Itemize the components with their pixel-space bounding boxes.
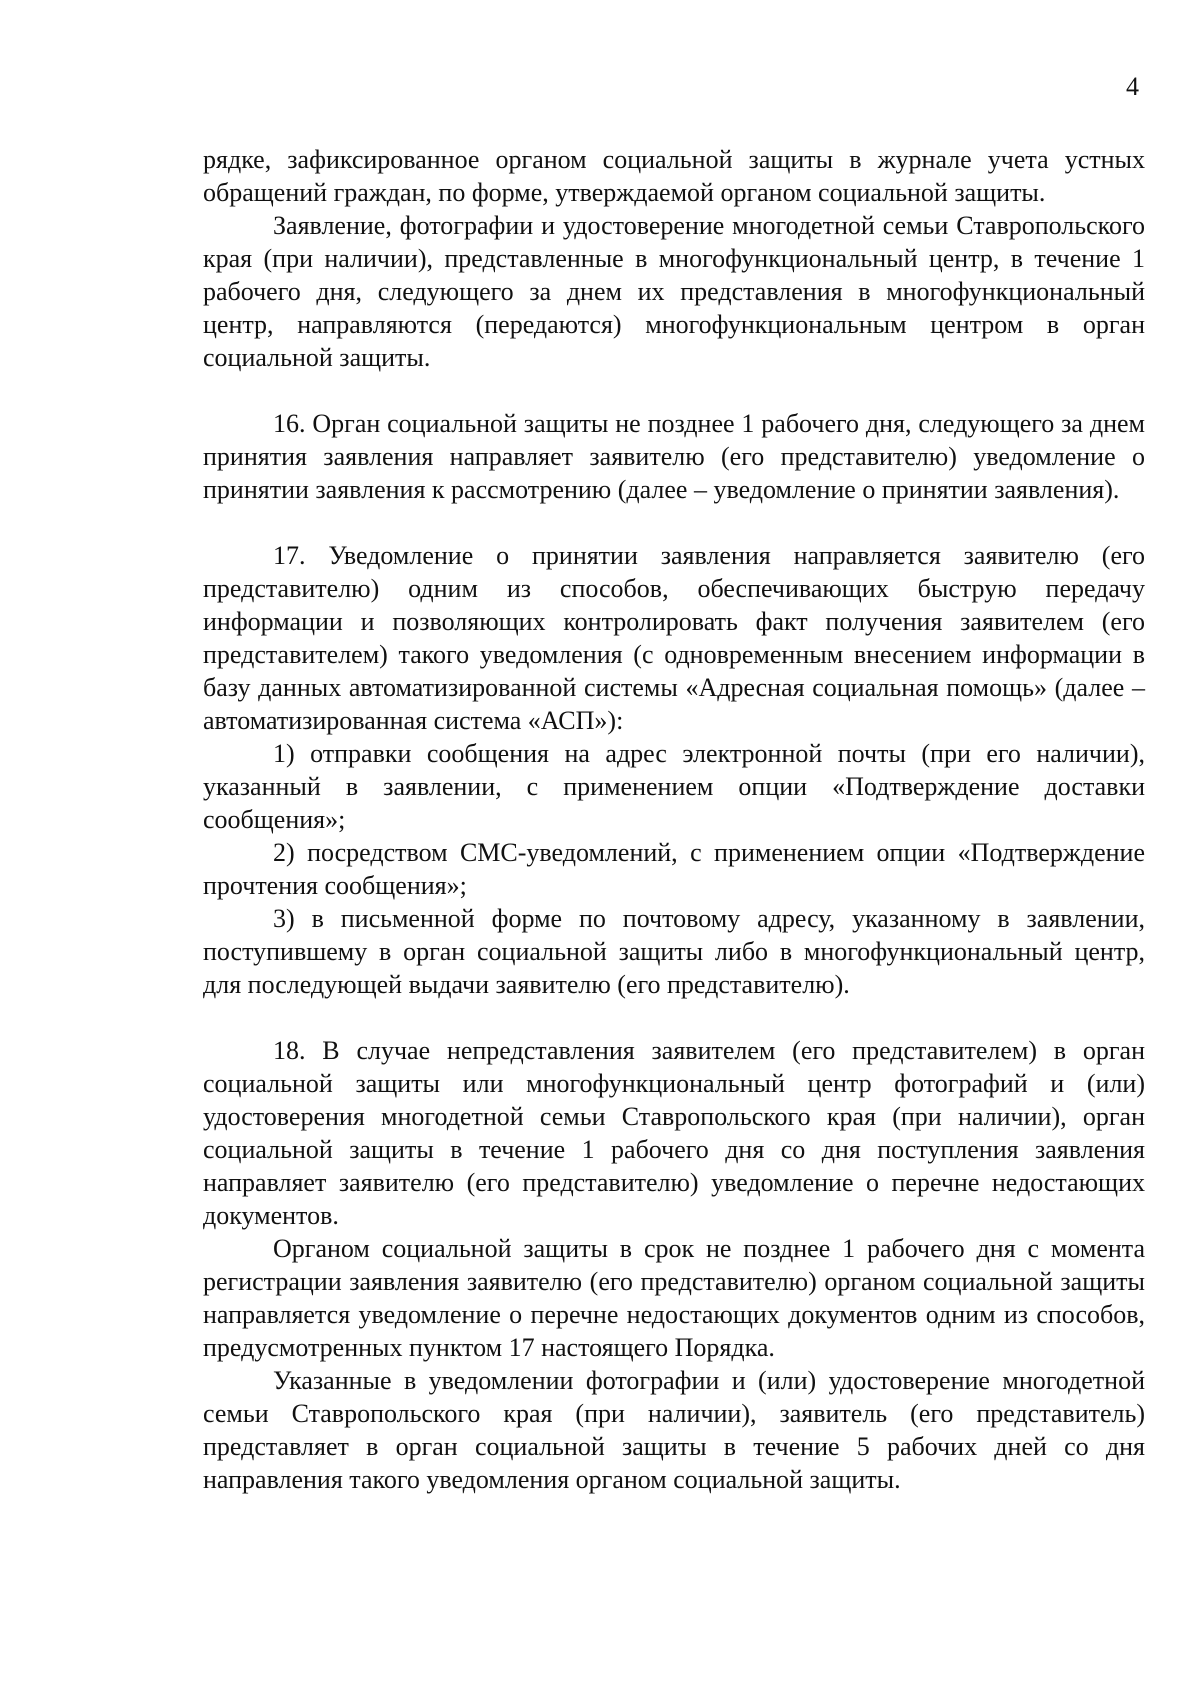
paragraph-item-17: 17. Уведомление о принятии заявления направляется заявителю (его представителю) одним из способов, обеспечивающих быструю передачу информации и позволяющих контролировать факт получения заявителем (его представителем) такого уведомления (с одновременным внесением информации в базу данных автоматизированной системы «Адресная социальная помощь» (далее – автоматизированная система «АСП»): (203, 541, 1145, 735)
page-number: 4 (1126, 72, 1139, 101)
paragraph-item-17-method-1: 1) отправки сообщения на адрес электронной почты (при его наличии), указанный в заявлении, с применением опции «Подтверждение доставки сообщения»; (203, 739, 1145, 834)
paragraph-item-17-method-2: 2) посредством СМС-уведомлений, с применением опции «Подтверждение прочтения сообщения»; (203, 838, 1145, 900)
paragraph-item-18-notice: Органом социальной защиты в срок не позднее 1 рабочего дня с момента регистрации заявления заявителю (его представителю) органом социальной защиты направляется уведомление о перечне недостающих документов одним из способов, предусмотренных пунктом 17 настоящего Порядка. (203, 1234, 1145, 1362)
paragraph-item-17-method-3: 3) в письменной форме по почтовому адресу, указанному в заявлении, поступившему в орган социальной защиты либо в многофункциональный центр, для последующей выдачи заявителю (его представителю). (203, 904, 1145, 999)
paragraph-continuation: рядке, зафиксированное органом социальной защиты в журнале учета устных обращений граждан, по форме, утверждаемой органом социальной защиты. (203, 145, 1145, 207)
paragraph-item-18-documents: Указанные в уведомлении фотографии и (или) удостоверение многодетной семьи Ставропольского края (при наличии), заявитель (его представитель) представляет в орган социальной защиты в течение 5 рабочих дней со дня направления такого уведомления органом социальной защиты. (203, 1366, 1145, 1494)
paragraph-item-16: 16. Орган социальной защиты не позднее 1 рабочего дня, следующего за днем принятия заявления направляет заявителю (его представителю) уведомление о принятии заявления к рассмотрению (далее – уведомление о принятии заявления). (203, 409, 1145, 504)
paragraph-mfc-transfer: Заявление, фотографии и удостоверение многодетной семьи Ставропольского края (при наличии), представленные в многофункциональный центр, в течение 1 рабочего дня, следующего за днем их представления в многофункциональный центр, направляются (передаются) многофункциональным центром в орган социальной защиты. (203, 211, 1145, 372)
paragraph-item-18: 18. В случае непредставления заявителем (его представителем) в орган социальной защиты или многофункциональный центр фотографий и (или) удостоверения многодетной семьи Ставропольского края (при наличии), орган социальной защиты в течение 1 рабочего дня со дня поступления заявления направляет заявителю (его представителю) уведомление о перечне недостающих документов. (203, 1036, 1145, 1230)
document-body (203, 143, 1145, 1496)
